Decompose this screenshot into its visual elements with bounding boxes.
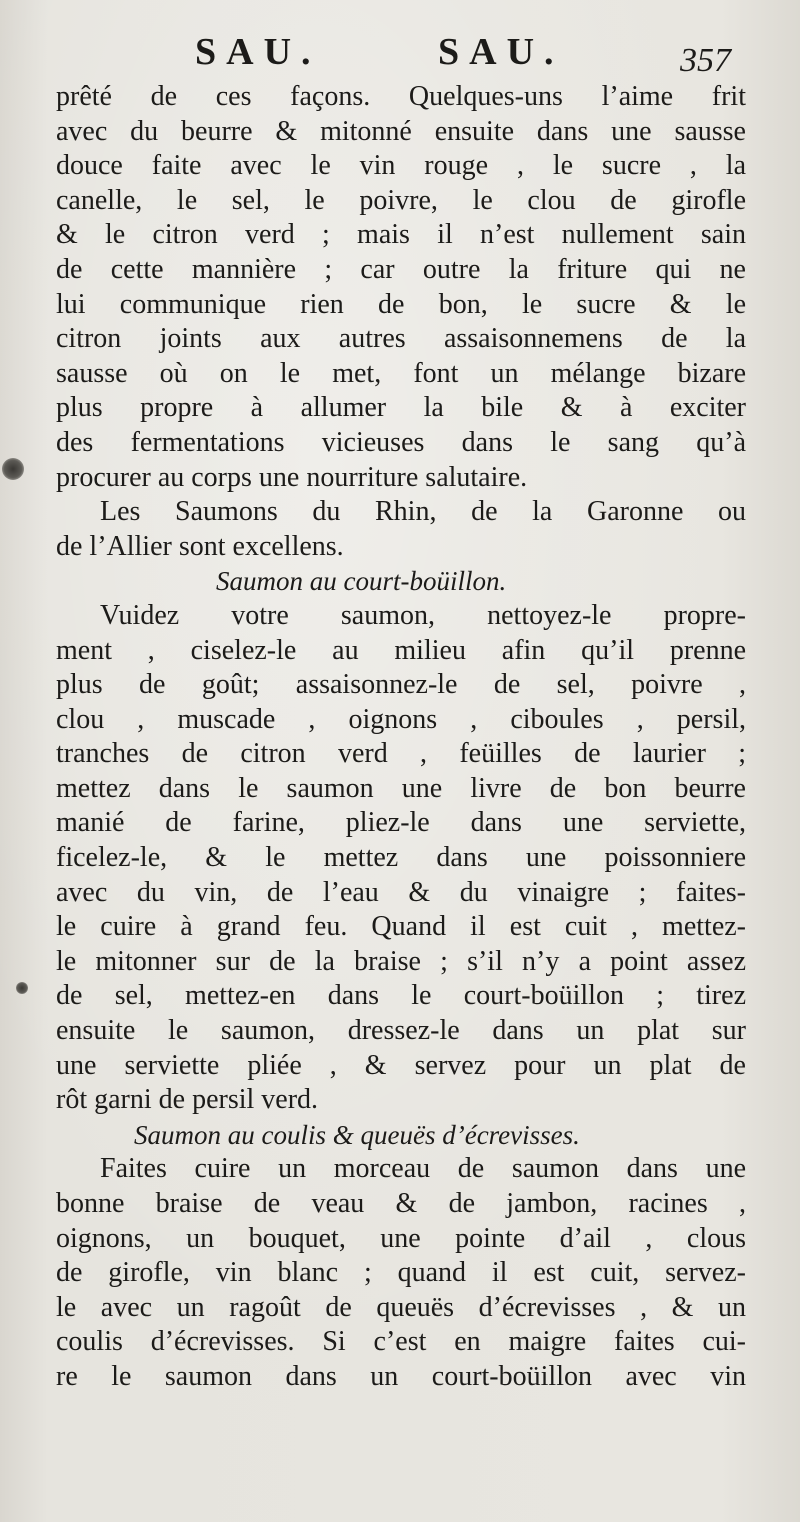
text-line: mettez dans le saumon une livre de bon beurre bbox=[56, 772, 746, 804]
text-line: prêté de ces façons. Quelques-uns l’aime frit bbox=[56, 81, 746, 112]
text-line: de cette mannière ; car outre la friture qui ne bbox=[56, 253, 746, 285]
text-line: une serviette pliée , & servez pour un plat de bbox=[56, 1049, 746, 1081]
text-line: avec du vin, de l’eau & du vinaigre ; faites- bbox=[56, 876, 746, 908]
text-line: rôt garni de persil verd. bbox=[56, 1084, 319, 1116]
text-line: avec du beurre & mitonné ensuite dans une sausse bbox=[56, 115, 746, 147]
text-line: & le citron verd ; mais il n’est nullement sain bbox=[56, 219, 746, 251]
text-line: le avec un ragoût de queuës d’écrevisses , & un bbox=[56, 1291, 746, 1323]
text-line: procurer au corps une nourriture salutaire. bbox=[56, 461, 528, 493]
text-line: le cuire à grand feu. Quand il est cuit , mettez- bbox=[56, 911, 746, 943]
text-line: ficelez-le, & le mettez dans une poissonniere bbox=[56, 842, 746, 874]
recipe-heading: Saumon au coulis & queuës d’écrevisses. bbox=[134, 1119, 580, 1150]
text-line: Vuidez votre saumon, nettoyez-le propre- bbox=[100, 599, 746, 631]
recipe-heading: Saumon au court-boüillon. bbox=[216, 566, 507, 597]
text-line: de l’Allier sont excellens. bbox=[56, 530, 344, 562]
text-line: Les Saumons du Rhin, de la Garonne ou bbox=[100, 496, 746, 528]
running-head bbox=[0, 30, 800, 80]
text-line: plus propre à allumer la bile & à exciter bbox=[56, 392, 746, 424]
text-line: re le saumon dans un court-boüillon avec vin bbox=[56, 1360, 746, 1392]
running-head-left: SAU. bbox=[195, 31, 321, 73]
text-line: lui communique rien de bon, le sucre & le bbox=[56, 288, 746, 320]
text-line: douce faite avec le vin rouge , le sucre , la bbox=[56, 150, 746, 182]
text-line: clou , muscade , oignons , ciboules , persil, bbox=[56, 703, 746, 735]
text-line: des fermentations vicieuses dans le sang qu’à bbox=[56, 426, 746, 458]
paragraph-3 bbox=[56, 599, 746, 1118]
text-line: oignons, un bouquet, une pointe d’ail , clous bbox=[56, 1222, 746, 1254]
text-line: ment , ciselez-le au milieu afin qu’il prenne bbox=[56, 634, 746, 666]
ink-blot bbox=[2, 458, 24, 480]
text-line: de sel, mettez-en dans le court-boüillon ; tirez bbox=[56, 980, 746, 1012]
text-line: ensuite le saumon, dressez-le dans un plat sur bbox=[56, 1015, 746, 1047]
text-line: plus de goût; assaisonnez-le de sel, poivre , bbox=[56, 669, 746, 701]
paragraph-1 bbox=[56, 80, 746, 495]
text-line: sausse où on le met, font un mélange bizare bbox=[56, 357, 746, 389]
text-line: Faites cuire un morceau de saumon dans une bbox=[100, 1153, 746, 1185]
text-line: coulis d’écrevisses. Si c’est en maigre faites cui- bbox=[56, 1326, 746, 1358]
text-line: tranches de citron verd , feüilles de laurier ; bbox=[56, 738, 746, 770]
paragraph-4 bbox=[56, 1152, 746, 1394]
text-line: citron joints aux autres assaisonnemens de la bbox=[56, 323, 746, 355]
body-text bbox=[56, 80, 746, 1395]
page-number: 357 bbox=[680, 42, 731, 79]
text-line: de girofle, vin blanc ; quand il est cuit, servez- bbox=[56, 1257, 746, 1289]
ink-blot bbox=[16, 982, 28, 994]
running-head-right: SAU. bbox=[438, 31, 564, 73]
text-line: le mitonner sur de la braise ; s’il n’y a point assez bbox=[56, 945, 746, 977]
text-line: canelle, le sel, le poivre, le clou de girofle bbox=[56, 184, 746, 216]
paragraph-2 bbox=[56, 495, 746, 564]
text-line: bonne braise de veau & de jambon, racines , bbox=[56, 1188, 746, 1219]
text-line: manié de farine, pliez-le dans une serviette, bbox=[56, 807, 746, 839]
